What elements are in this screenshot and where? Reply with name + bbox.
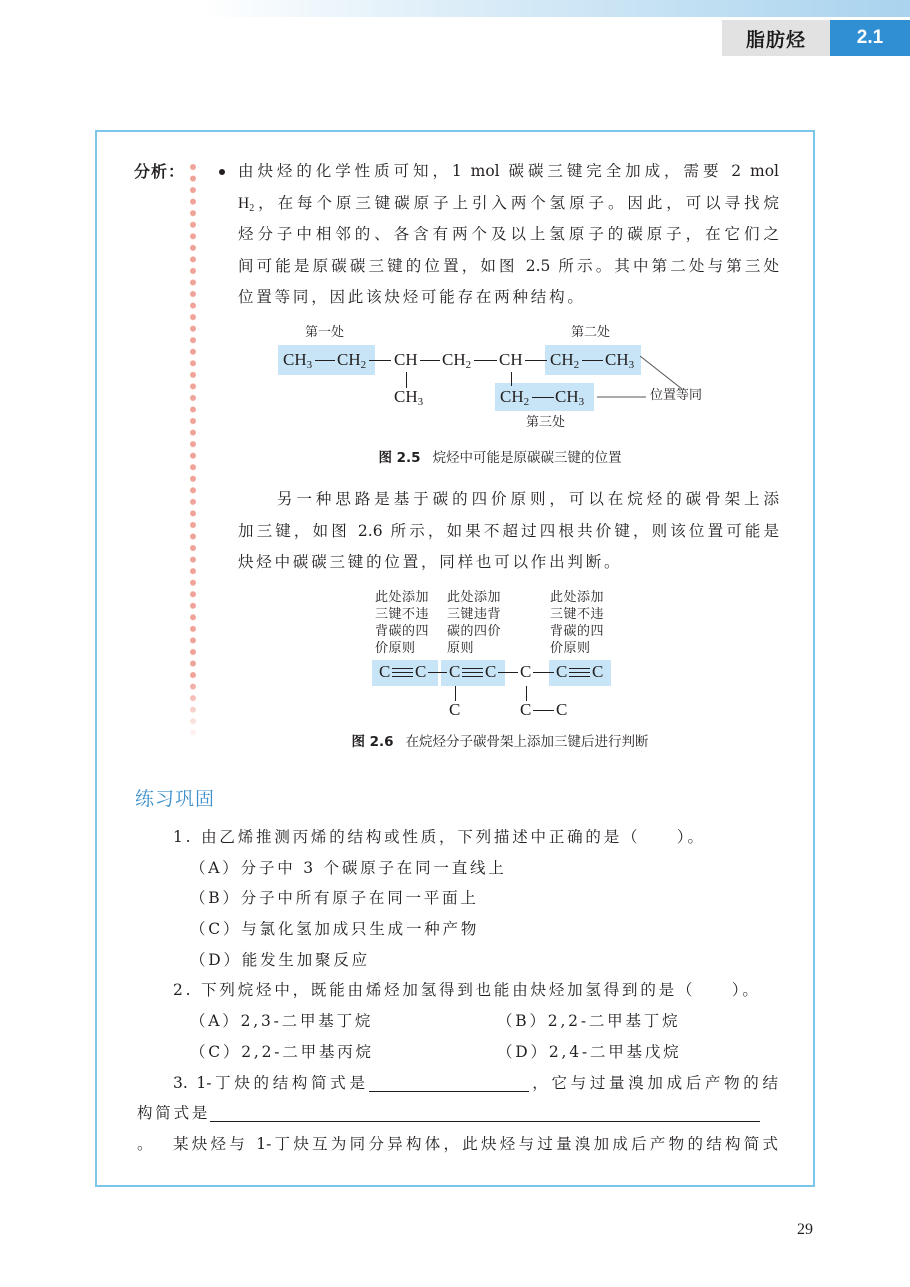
question-1-option-c: （C）与氯化氢加成只生成一种产物	[190, 920, 480, 939]
atom-group: $CH_2$	[550, 350, 580, 371]
leader-lines	[590, 345, 690, 405]
question-2-stem: 2. 下列烷烃中，既能由烯烃加氢得到也能由炔烃加氢得到的是（ ）。	[173, 981, 761, 1000]
leader-line	[640, 356, 682, 389]
figure-2-5-caption	[220, 449, 780, 467]
answer-blank	[210, 1105, 760, 1122]
atom-group: $CH_3$	[283, 350, 313, 371]
question-2-options-row-2	[137, 1037, 778, 1068]
atom-group: $CH_2$	[500, 387, 530, 408]
question-2-option-b: （B）2,2-二甲基丁烷	[497, 1012, 681, 1031]
annotation-line: 背碳的四	[550, 623, 605, 639]
analysis-line	[238, 188, 779, 220]
bond-line	[369, 360, 391, 361]
annotation-line: 原则	[447, 640, 475, 656]
chapter-title: 脂肪烃	[722, 20, 830, 56]
triple-bond	[462, 668, 483, 677]
analysis-line-text: ，在每个原三键碳原子上引入两个氢原子。因此，可以寻找烷	[254, 193, 779, 212]
carbon-atom: C	[520, 662, 532, 681]
answer-blank	[369, 1075, 529, 1092]
annotation-2	[447, 589, 501, 657]
annotation-line: 三键违背	[447, 606, 502, 622]
triple-bond	[392, 668, 413, 677]
analysis-paragraph	[238, 156, 779, 314]
question-3-text: 。	[137, 1134, 156, 1153]
carbon-atom: C	[556, 662, 568, 681]
bond-line	[315, 360, 335, 361]
triple-bond	[569, 668, 590, 677]
exercise-list	[137, 822, 778, 1160]
question-1-option-a: （A）分子中 3 个碳原子在同一直线上	[190, 858, 507, 877]
paragraph-line: 炔烃中碳碳三键的位置，同样也可以作出判断。	[238, 553, 623, 571]
header-band	[0, 0, 910, 17]
annotation-line: 碳的四价	[447, 623, 502, 639]
bond-line	[526, 686, 527, 701]
formula-symbol: H	[238, 194, 250, 212]
page-number: 29	[797, 1221, 813, 1238]
question-2-option-d: （D）2,4-二甲基戊烷	[497, 1042, 682, 1061]
annotation-line: 三键不违	[550, 606, 605, 622]
annotation-line: 此处添加	[447, 589, 502, 605]
caption-text: 在烷烃分子碳骨架上添加三键后进行判断	[405, 734, 649, 750]
bond-line	[420, 360, 440, 361]
question-3-text: ，它与过量溴加成后产物的结	[528, 1073, 778, 1092]
bond-line	[474, 360, 497, 361]
figure-2-6-caption	[220, 733, 780, 751]
annotation-line: 背碳的四	[375, 623, 430, 639]
carbon-atom: C	[449, 700, 461, 719]
label-site-1: 第一处	[305, 325, 345, 340]
bond-line	[406, 372, 407, 388]
question-3-line-3: 某炔烃与 1-丁炔互为同分异构体，此炔烃与过量溴加成后产物的结构简式	[173, 1134, 778, 1153]
atom-group: $CH_2$	[442, 350, 472, 371]
annotation-line: 此处添加	[550, 589, 605, 605]
analysis-line: 由炔烃的化学性质可知，1 mol 碳碳三键完全加成，需要 2 mol	[238, 162, 779, 180]
analysis-line: 位置等同，因此该炔烃可能存在两种结构。	[238, 288, 586, 306]
formula-subscript: 2	[249, 202, 255, 214]
atom-group: $CH_3$	[555, 387, 585, 408]
bond-line	[533, 672, 554, 673]
atom-group: $CH_2$	[337, 350, 367, 371]
analysis-label: 分析：	[134, 162, 186, 181]
question-2-options-row-1	[137, 1006, 778, 1037]
bullet-icon	[219, 169, 225, 175]
annotation-1	[375, 589, 429, 657]
analysis-line: 间可能是原碳碳三键的位置，如图 2.5 所示。其中第二处与第三处	[238, 256, 779, 275]
question-1-option-b: （B）分子中所有原子在同一平面上	[190, 889, 479, 908]
question-3-text: 构简式是	[137, 1104, 211, 1123]
caption-number: 图 2.5	[378, 450, 421, 466]
section-number: 2.1	[830, 20, 910, 56]
bond-line	[428, 672, 447, 673]
annotation-line: 此处添加	[375, 589, 430, 605]
carbon-atom: C	[485, 662, 497, 681]
annotation-3	[550, 589, 604, 657]
atom-group: $CH_3$	[605, 350, 635, 371]
annotation-line: 价原则	[375, 640, 416, 656]
paragraph-line: 加三键，如图 2.6 所示，如果不超过四根共价键，则该位置可能是	[238, 521, 779, 540]
bond-line	[525, 360, 547, 361]
caption-number: 图 2.6	[351, 734, 394, 750]
question-1-option-d: （D）能发生加聚反应	[190, 950, 370, 969]
label-site-3: 第三处	[526, 415, 566, 430]
paragraph-line: 另一种思路是基于碳的四价原则，可以在烷烃的碳骨架上添	[277, 490, 779, 508]
annotation-line: 价原则	[550, 640, 591, 656]
question-3-line-1	[137, 1068, 778, 1099]
question-2-option-c: （C）2,2-二甲基丙烷	[190, 1042, 374, 1061]
label-equivalent: 位置等同	[650, 388, 703, 403]
bond-line	[533, 710, 554, 711]
question-2-option-a: （A）2,3-二甲基丁烷	[190, 1012, 374, 1031]
label-site-2: 第二处	[571, 325, 611, 340]
figure-2-6	[360, 580, 630, 720]
carbon-atom: C	[556, 700, 568, 719]
bond-line	[498, 672, 518, 673]
paragraph-2	[238, 484, 779, 579]
figure-2-5	[270, 320, 720, 470]
annotation-line: 三键不违	[375, 606, 430, 622]
bond-line	[455, 686, 456, 701]
question-3-text: 3. 1-丁炔的结构简式是	[173, 1073, 369, 1092]
carbon-atom: C	[449, 662, 461, 681]
dotted-divider	[189, 163, 197, 735]
question-1-stem: 1. 由乙烯推测丙烯的结构或性质，下列描述中正确的是（ ）。	[173, 828, 706, 846]
analysis-line: 烃分子中相邻的、各含有两个及以上氢原子的碳原子，在它们之	[238, 225, 779, 243]
bond-line	[532, 397, 554, 398]
exercises-heading: 练习巩固	[135, 788, 216, 810]
atom-group: CH	[499, 350, 523, 369]
atom-group: CH	[394, 350, 418, 369]
bond-line	[511, 372, 512, 386]
carbon-atom: C	[379, 662, 391, 681]
carbon-atom: C	[520, 700, 532, 719]
caption-text: 烷烃中可能是原碳碳三键的位置	[432, 450, 622, 466]
carbon-atom: C	[415, 662, 427, 681]
carbon-atom: C	[592, 662, 604, 681]
atom-group: $CH_3$	[394, 387, 424, 408]
